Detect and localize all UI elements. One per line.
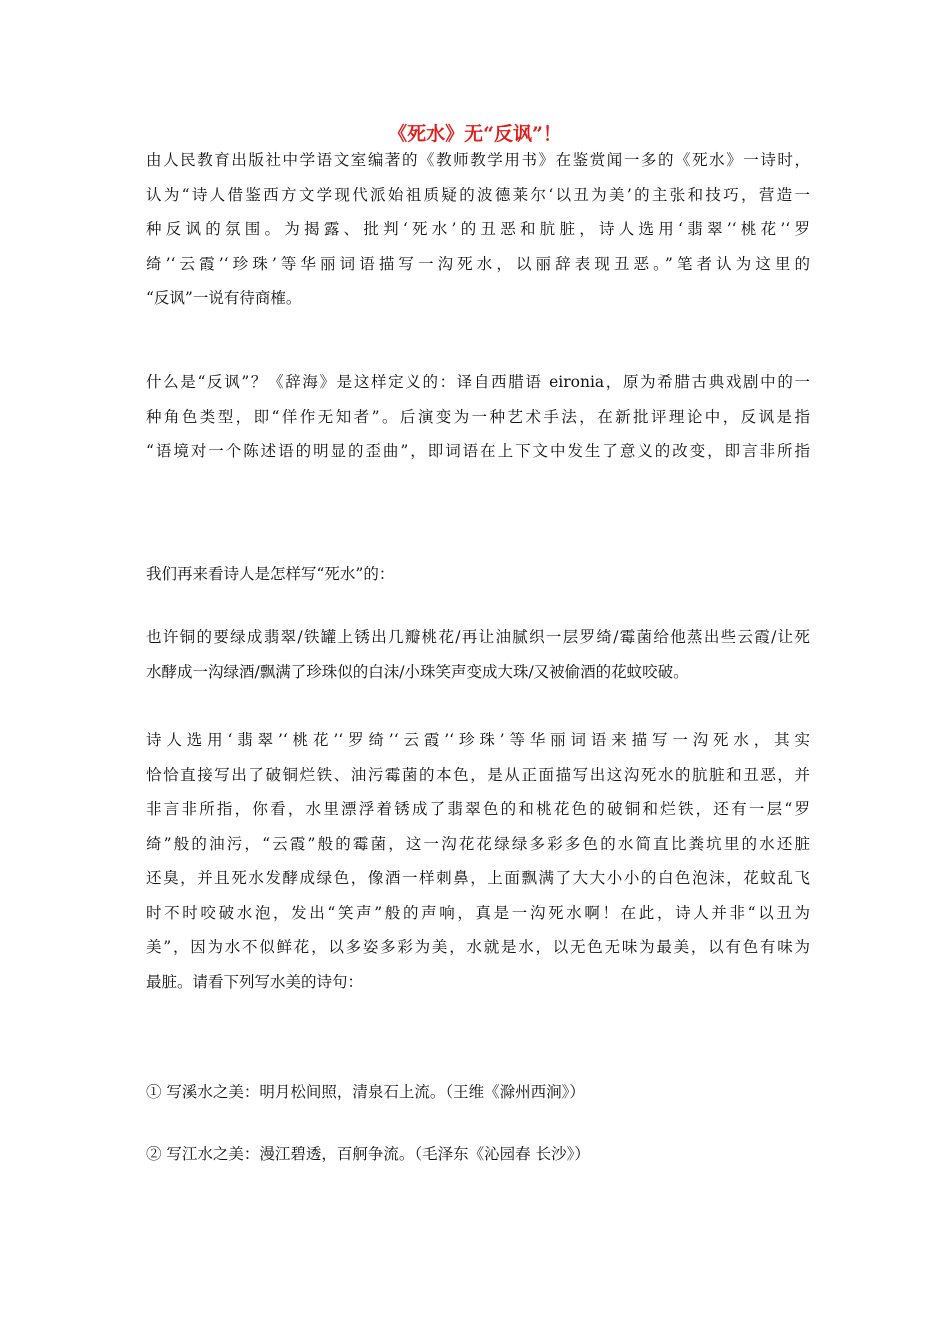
text-line: 还臭，并且死水发酵成绿色，像酒一样刺鼻，上面飘满了大大小小的白色泡沫，花蚊乱飞 bbox=[146, 869, 810, 887]
example-river-water bbox=[146, 1137, 810, 1172]
paragraph-definition bbox=[146, 365, 810, 469]
text-line: 也许铜的要绿成翡翠/铁罐上锈出几瓣桃花/再让油腻织一层罗绮/霉菌给他蒸出些云霞/让死 bbox=[146, 628, 810, 646]
text-line: ① 写溪水之美：明月松间照，清泉石上流。（王维《滁州西涧》） bbox=[146, 1083, 585, 1101]
paragraph-poem-quote bbox=[146, 620, 810, 689]
text-line: ② 写江水之美：漫江碧透，百舸争流。（毛泽东《沁园春 长沙》） bbox=[146, 1145, 590, 1163]
text-line: 我们再来看诗人是怎样写“死水”的： bbox=[146, 565, 395, 583]
text-line: 恰恰直接写出了破铜烂铁、油污霉菌的本色，是从正面描写出这沟死水的肮脏和丑恶，并 bbox=[146, 765, 810, 784]
text-line: 诗人选用‘翡翠’‘桃花’‘罗绮’‘云霞’‘珍珠’等华丽词语来描写一沟死水，其实 bbox=[146, 731, 810, 749]
text-line: 时不时咬破水泡，发出“笑声”般的声响，真是一沟死水啊！在此，诗人并非“以丑为 bbox=[146, 903, 810, 922]
text-line: “反讽”一说有待商榷。 bbox=[146, 289, 302, 307]
text-line: 水酵成一沟绿酒/飘满了珍珠似的白沫/小珠笑声变成大珠/又被偷酒的花蚊咬破。 bbox=[146, 662, 689, 681]
paragraph-intro bbox=[146, 143, 810, 316]
text-line: 由人民教育出版社中学语文室编著的《教师教学用书》在鉴赏闻一多的《死水》一诗时， bbox=[146, 151, 810, 169]
example-stream-water bbox=[146, 1075, 810, 1110]
paragraph-transition bbox=[146, 557, 810, 592]
text-line: 认为“诗人借鉴西方文学现代派始祖质疑的波德莱尔‘以丑为美’的主张和技巧，营造一 bbox=[146, 185, 810, 204]
text-line: 最脏。请看下列写水美的诗句： bbox=[146, 972, 364, 991]
text-line: 种反讽的氛围。为揭露、批判‘死水’的丑恶和肮脏，诗人选用‘翡翠’‘桃花’‘罗 bbox=[146, 220, 810, 238]
text-line: 什么是“反讽”？《辞海》是这样定义的：译自西腊语 eironia，原为希腊古典戏剧中的一 bbox=[146, 373, 810, 391]
text-line: 种角色类型，即“佯作无知者”。后演变为一种艺术手法，在新批评理论中，反讽是指 bbox=[146, 407, 810, 426]
text-line: 美”，因为水不似鲜花，以多姿多彩为美，水就是水，以无色无味为最美，以有色有味为 bbox=[146, 938, 810, 956]
text-line: “语境对一个陈述语的明显的歪曲”，即词语在上下文中发生了意义的改变，即言非所指 bbox=[146, 442, 810, 460]
text-line: 绮’‘云霞’‘珍珠’等华丽词语描写一沟死水，以丽辞表现丑恶。”笔者认为这里的 bbox=[146, 254, 810, 273]
text-line: 绮”般的油污，“云霞”般的霉菌，这一沟花花绿绿多彩多色的水简直比粪坑里的水还脏 bbox=[146, 834, 810, 853]
paragraph-analysis bbox=[146, 723, 810, 999]
text-line: 非言非所指，你看，水里漂浮着锈成了翡翠色的和桃花色的破铜和烂铁，还有一层“罗 bbox=[146, 800, 810, 818]
document-title: 《死水》无“反讽”！ bbox=[388, 123, 562, 145]
